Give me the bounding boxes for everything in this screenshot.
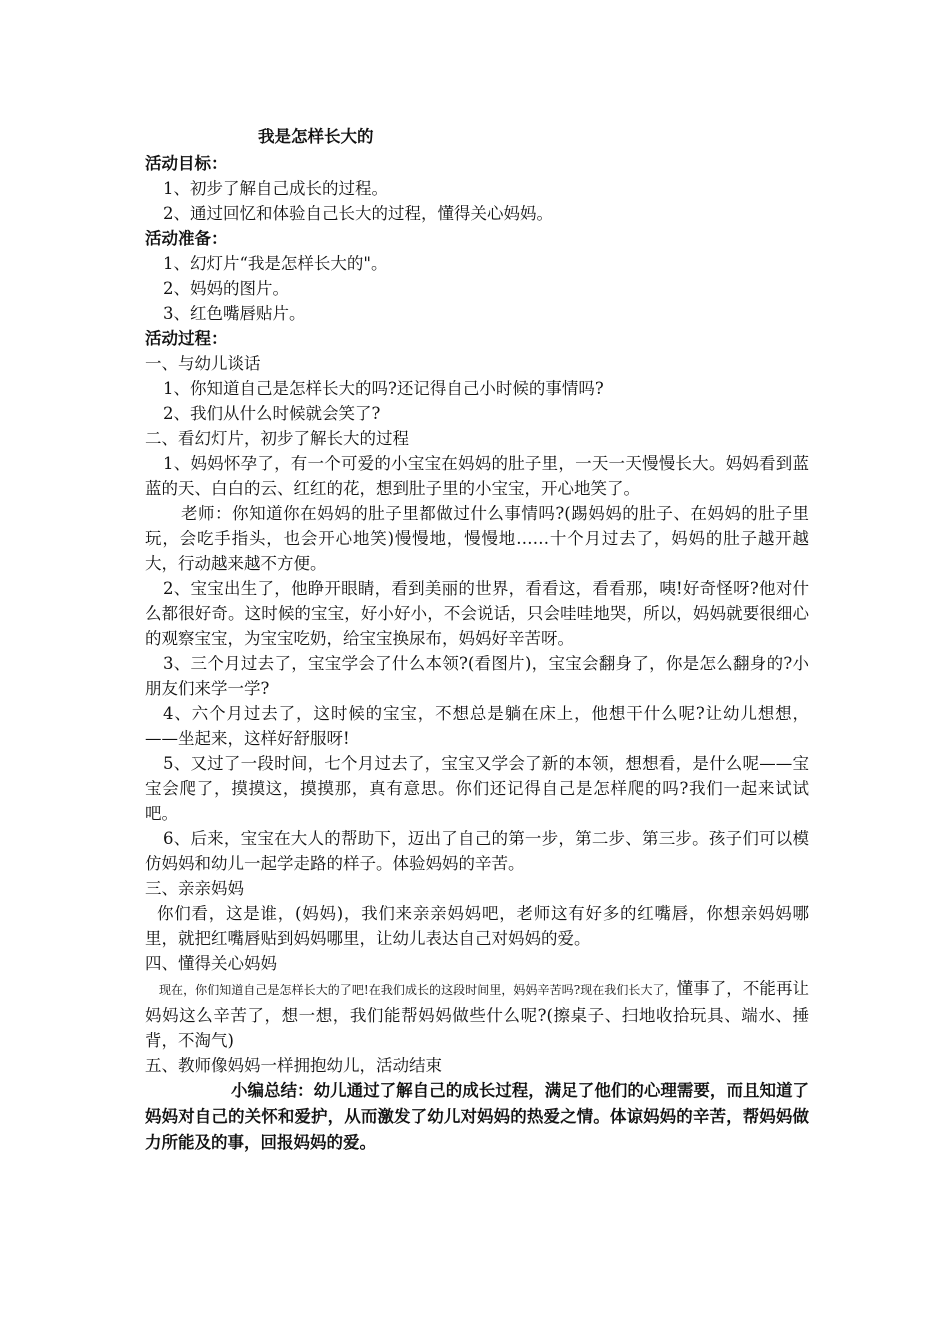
section-1-item-1: 1、你知道自己是怎样长大的吗?还记得自己小时候的事情吗? [163,379,604,398]
prep-heading: 活动准备： [145,229,228,248]
goal-item-1: 1、初步了解自己成长的过程。 [163,179,388,198]
prep-item-3: 3、红色嘴唇贴片。 [163,304,306,323]
section-1-title: 一、与幼儿谈话 [145,354,261,373]
section-2-para-3: 2、宝宝出生了，他睁开眼睛，看到美丽的世界，看看这，看看那，咦!好奇怪呀?他对什么都很好奇。这时候的宝宝，好小好小，不会说话，只会哇哇地哭，所以，妈妈就要很细心的观察宝宝，为宝宝吃奶，给宝宝换尿布，妈妈好辛苦呀。 [145,579,809,648]
section-4-para [145,976,809,1053]
section-2-para-4: 3、三个月过去了，宝宝学会了什么本领?(看图片)，宝宝会翻身了，你是怎么翻身的?小朋友们来学一学? [145,654,809,698]
process-heading: 活动过程： [145,329,228,348]
section-3-title: 三、亲亲妈妈 [145,879,244,898]
goal-item-2: 2、通过回忆和体验自己长大的过程，懂得关心妈妈。 [163,204,553,223]
prep-item-2: 2、妈妈的图片。 [163,279,289,298]
section-3-para: 你们看，这是谁，(妈妈)，我们来亲亲妈妈吧，老师这有好多的红嘴唇，你想亲妈妈哪里，就把红嘴唇贴到妈妈哪里，让幼儿表达自己对妈妈的爱。 [145,904,809,948]
section-4-title: 四、懂得关心妈妈 [145,954,277,973]
prep-item-1: 1、幻灯片“我是怎样长大的"。 [163,254,388,273]
section-1-item-2: 2、我们从什么时候就会笑了? [163,404,381,423]
section-5-title: 五、教师像妈妈一样拥抱幼儿，活动结束 [145,1056,442,1075]
document-page [145,123,809,1156]
goal-heading: 活动目标： [145,154,228,173]
section-2-para-1: 1、妈妈怀孕了，有一个可爱的小宝宝在妈妈的肚子里，一天一天慢慢长大。妈妈看到蓝蓝的天、白白的云、红红的花，想到肚子里的小宝宝，开心地笑了。 [145,454,809,498]
section-4-para-rest: 懂事了，不能再让妈妈这么辛苦了，想一想，我们能帮妈妈做些什么呢?(擦桌子、扫地收拾玩具、端水、捶背，不淘气) [145,979,810,1050]
section-4-para-lead: 现在，你们知道自己是怎样长大的了吧!在我们成长的这段时间里，妈妈辛苦吗?现在我们长大了， [159,983,677,997]
document-title: 我是怎样长大的 [258,127,374,146]
section-2-para-5: 4、六个月过去了，这时候的宝宝，不想总是躺在床上，他想干什么呢?让幼儿想想，——坐起来，这样好舒服呀! [145,704,809,748]
section-2-para-6: 5、又过了一段时间，七个月过去了，宝宝又学会了新的本领，想想看，是什么呢——宝宝会爬了，摸摸这，摸摸那，真有意思。你们还记得自己是怎样爬的吗?我们一起来试试吧。 [145,754,809,823]
section-2-para-7: 6、后来，宝宝在大人的帮助下，迈出了自己的第一步，第二步、第三步。孩子们可以模仿妈妈和幼儿一起学走路的样子。体验妈妈的辛苦。 [145,829,809,873]
section-2-title: 二、看幻灯片，初步了解长大的过程 [145,429,409,448]
editor-summary: 小编总结：幼儿通过了解自己的成长过程，满足了他们的心理需要，而且知道了妈妈对自己的关怀和爱护，从而激发了幼儿对妈妈的热爱之情。体谅妈妈的辛苦，帮妈妈做力所能及的事，回报妈妈的爱。 [145,1081,809,1152]
section-2-para-2: 老师：你知道你在妈妈的肚子里都做过什么事情吗?(踢妈妈的肚子、在妈妈的肚子里玩，会吃手指头，也会开心地笑)慢慢地，慢慢地……十个月过去了，妈妈的肚子越开越大，行动越来越不方便。 [145,504,809,573]
